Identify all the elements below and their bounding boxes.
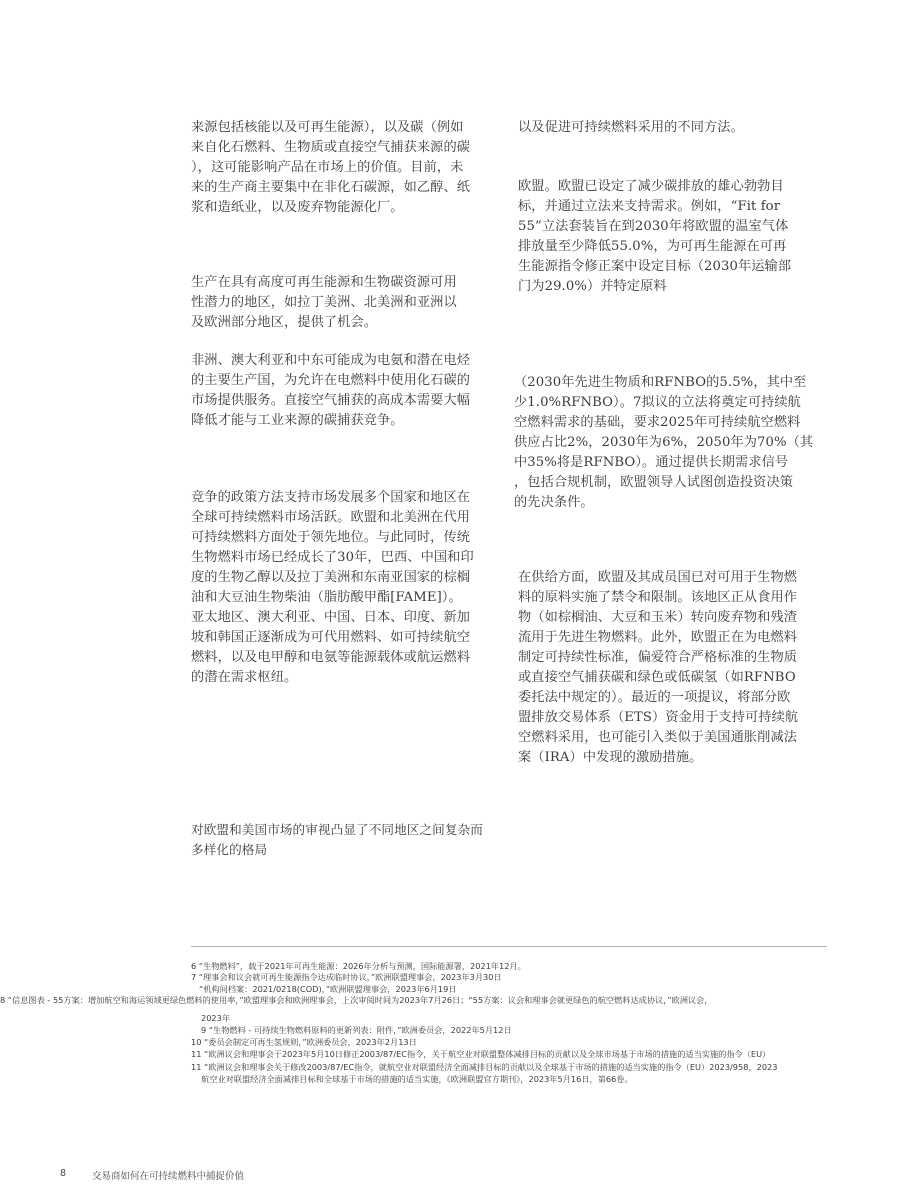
text-line: 料的原料实施了禁令和限制。该地区正从食用作 bbox=[518, 590, 798, 605]
text-line: 竞争的政策方法支持市场发展多个国家和地区在 bbox=[191, 490, 471, 505]
text-line: 降低才能与工业来源的碳捕获竞争。 bbox=[191, 413, 404, 428]
text-line: 供应占比2%，2030年为6%，2050年为70%（其 bbox=[514, 435, 814, 450]
right-paragraph-4 bbox=[518, 568, 798, 768]
text-line: 浆和造纸业，以及废弃物能源化厂。 bbox=[191, 200, 404, 215]
text-line: 生产在具有高度可再生能源和生物碳资源可用 bbox=[191, 275, 457, 290]
footnote: “机构间档案：2021/0218(COD)，”欧洲联盟理事会，2023年6月19日 bbox=[199, 984, 457, 994]
text-line: 中35%将是RFNBO）。通过提供长期需求信号 bbox=[514, 455, 789, 470]
text-line: 全球可持续燃料市场活跃。欧盟和北美洲在代用 bbox=[191, 510, 471, 525]
text-line: 对欧盟和美国市场的审视凸显了不同地区之间复杂而 bbox=[191, 822, 483, 837]
text-line: 空燃料需求的基础，要求2025年可持续航空燃料 bbox=[514, 415, 801, 430]
text-line: 委托法中规定的）。最近的一项提议，将部分欧 bbox=[518, 690, 791, 705]
running-title: 交易商如何在可持续燃料中捕捉价值 bbox=[92, 1171, 245, 1182]
text-line: 以及促进可持续燃料采用的不同方法。 bbox=[518, 120, 744, 135]
footnote: 2023年 bbox=[201, 1013, 231, 1023]
footnote: 10 “委员会制定可再生氢规则，”欧洲委员会，2023年2月13日 bbox=[191, 1037, 417, 1047]
text-line: 度的生物乙醇以及拉丁美洲和东南亚国家的棕榈 bbox=[191, 570, 471, 585]
left-paragraph-1 bbox=[191, 118, 470, 218]
right-paragraph-1 bbox=[518, 118, 744, 138]
text-line: 来的生产商主要集中在非化石碳源，如乙醇、纸 bbox=[191, 180, 471, 195]
text-line: 在供给方面，欧盟及其成员国已对可用于生物燃 bbox=[518, 570, 798, 585]
text-line: 亚太地区、澳大利亚、中国、日本、印度、新加 bbox=[191, 610, 471, 625]
text-line: 流用于先进生物燃料。此外，欧盟正在为电燃料 bbox=[518, 630, 798, 645]
text-line: 或直接空气捕获碳和绿色或低碳氢（如RFNBO bbox=[518, 670, 796, 685]
text-line: 的先决条件。 bbox=[514, 495, 594, 510]
left-paragraph-5 bbox=[191, 820, 483, 860]
footnote: 9 “生物燃料 - 可持续生物燃料原料的更新列表：附件，”欧洲委员会，2022年5月12日 bbox=[201, 1025, 512, 1035]
text-line: 排放量至少降低55.0%，为可再生能源在可再 bbox=[518, 239, 787, 254]
text-line: 来自化石燃料、生物质或直接空气捕获来源的碳 bbox=[191, 140, 471, 155]
text-line: 欧盟。欧盟已设定了减少碳排放的雄心勃勃目 bbox=[518, 179, 784, 194]
footnote: 8 “信息图表 - 55方案：增加航空和海运领域更绿色燃料的使用率，”欧盟理事会和欧洲理事会，上次审阅时间为2023年7月26日；“55方案：议会和理事会就更绿色的航空燃料达成协议，”欧洲议会， bbox=[0, 995, 713, 1005]
text-line: 的主要生产国，为允许在电燃料中使用化石碳的 bbox=[191, 373, 471, 388]
left-paragraph-4 bbox=[191, 488, 474, 688]
text-line: 坡和韩国正逐渐成为可代用燃料、如可持续航空 bbox=[191, 630, 471, 645]
text-line: 少1.0%RFNBO）。7拟议的立法将奠定可持续航 bbox=[514, 395, 801, 410]
text-line: 油和大豆油生物柴油（脂肪酸甲酯[FAME]）。 bbox=[191, 590, 462, 605]
text-line: 燃料，以及电甲醇和电氨等能源载体或航运燃料 bbox=[191, 650, 471, 665]
text-line: 性潜力的地区，如拉丁美洲、北美洲和亚洲以 bbox=[191, 295, 457, 310]
text-line: 生能源指令修正案中设定目标（2030年运输部 bbox=[518, 259, 792, 274]
text-line: 及欧洲部分地区，提供了机会。 bbox=[191, 315, 378, 330]
footnote: 7 “理事会和议会就可再生能源指令达成临时协议，”欧洲联盟理事会，2023年3月30日 bbox=[191, 972, 502, 982]
text-line: 的潜在需求枢纽。 bbox=[191, 670, 298, 685]
right-paragraph-3 bbox=[514, 373, 813, 513]
footnote: 6 “生物燃料”，载于2021年可再生能源：2026年分析与预测，国际能源署，2021年12月。 bbox=[191, 961, 526, 971]
text-line: 生物燃料市场已经成长了30年，巴西、中国和印 bbox=[191, 550, 474, 565]
text-line: 门为29.0%）并特定原料 bbox=[518, 279, 667, 294]
text-line: 多样化的格局 bbox=[191, 842, 268, 857]
left-paragraph-2 bbox=[191, 273, 457, 333]
text-line: ），这可能影响产品在市场上的价值。目前，未 bbox=[191, 160, 464, 175]
right-paragraph-2 bbox=[518, 177, 791, 297]
text-line: 标，并通过立法来支持需求。例如，“Fit for bbox=[518, 199, 781, 214]
footnote: 航空业对联盟经济全面减排目标和全球基于市场的措施的适当实施，《欧洲联盟官方期刊》，2023年5月16日，第66卷。 bbox=[201, 1074, 633, 1084]
text-line: 来源包括核能以及可再生能源），以及碳（例如 bbox=[191, 120, 464, 135]
page-number: 8 bbox=[60, 1168, 67, 1179]
text-line: 市场提供服务。直接空气捕获的高成本需要大幅 bbox=[191, 393, 471, 408]
text-line: 盟排放交易体系（ETS）资金用于支持可持续航 bbox=[518, 710, 799, 725]
text-line: 制定可持续性标准，偏爱符合严格标准的生物质 bbox=[518, 650, 798, 665]
footnote: 11 “欧洲议会和理事会关于修改2003/87/EC指令，就航空业对联盟经济全面减排目标的贡献以及全球基于市场的措施的适当实施的指令（EU）2023/958，2023 bbox=[191, 1062, 778, 1072]
text-line: 可持续燃料方面处于领先地位。与此同时，传统 bbox=[191, 530, 471, 545]
text-line: 55”立法套装旨在到2030年将欧盟的温室气体 bbox=[518, 219, 789, 234]
text-line: 空燃料采用，也可能引入类似于美国通胀削减法 bbox=[518, 730, 798, 745]
footnote-divider bbox=[191, 946, 827, 947]
text-line: （2030年先进生物质和RFNBO的5.5%，其中至 bbox=[514, 375, 807, 390]
footnote: 11 “欧洲议会和理事会于2023年5月10日修正2003/87/EC指令，关于航空业对联盟整体减排目标的贡献以及全球市场基于市场的措施的适当实施的指令（EU） bbox=[191, 1049, 771, 1059]
text-line: 非洲、澳大利亚和中东可能成为电氨和潜在电烃 bbox=[191, 353, 471, 368]
left-paragraph-3 bbox=[191, 351, 470, 431]
text-line: 案（IRA）中发现的激励措施。 bbox=[518, 750, 703, 765]
text-line: 物（如棕榈油、大豆和玉米）转向废弃物和残渣 bbox=[518, 610, 798, 625]
text-line: ，包括合规机制，欧盟领导人试图创造投资决策 bbox=[514, 475, 794, 490]
